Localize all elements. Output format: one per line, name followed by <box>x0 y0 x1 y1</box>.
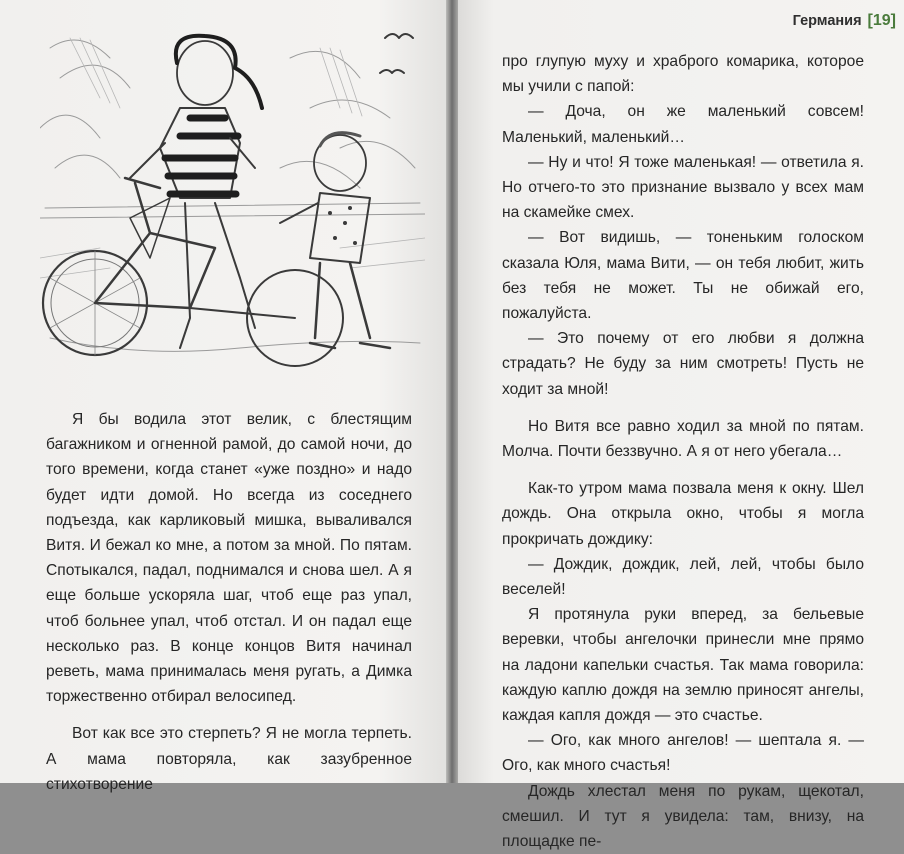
right-paragraph-1: про глупую муху и храброго комарика, которое мы учили с папой: <box>502 53 864 96</box>
running-head <box>793 12 896 30</box>
left-page-text <box>46 407 412 797</box>
right-paragraph-3: — Ну и что! Я тоже маленькая! — ответила я. Но отчего-то это признание вызвало у всех мам на скамейке смех. <box>502 153 864 222</box>
right-paragraph-10: — Ого, как много ангелов! — шептала я. — Ого, как много счастья! <box>502 732 864 775</box>
left-page <box>0 0 446 793</box>
left-paragraph-1: Я бы водила этот велик, с блестящим багажником и огненной рамой, до самой ночи, до того времени, когда станет «уже поздно» и надо будет идти домой. Но всегда из соседнего подъезда, как карликовый мишка, вываливался Витя. И бежал ко мне, а потом за мной. По пятам. Спотыкался, падал, поднимался и снова шел. А я еще больше ускоряла шаг, чтоб еще раз упал, чтоб больнее упал, чтоб отстал. И он падал еще несколько раз. В конце концов Витя начинал реветь, мама принималась меня ругать, а Димка торжественно отбирал велосипед. <box>46 411 412 706</box>
right-paragraph-2: — Доча, он же маленький совсем! Маленький, маленький… <box>502 103 864 146</box>
section-title: Германия <box>792 13 862 29</box>
right-paragraph-11: Дождь хлестал меня по рукам, щекотал, смешил. И тут я увидела: там, внизу, на площадке пе- <box>502 782 864 851</box>
left-paragraph-2: Вот как все это стерпеть? Я не могла терпеть. А мама повторяла, как зазубренное стихотворение <box>46 725 412 793</box>
book-gutter <box>446 0 458 783</box>
right-paragraph-8: — Дождик, дождик, лей, лей, чтобы было веселей! <box>502 555 864 599</box>
right-paragraph-9: Я протянула руки вперед, за бельевые веревки, чтобы ангелочки принесли мне прямо на ладони капельки счастья. Так мама говорила: каждую каплю дождя на землю приносят ангелы, каждая капля дождя — это счастье. <box>502 606 864 725</box>
girl-boy-bicycle-illustration-icon <box>40 18 425 378</box>
page-number: [19] <box>867 12 896 29</box>
right-paragraph-6: Но Витя все равно ходил за мной по пятам. Молча. Почти беззвучно. А я от него убегала… <box>502 417 864 461</box>
right-paragraph-7: Как-то утром мама позвала меня к окну. Шел дождь. Она открыла окно, чтобы я могла прокричать дождику: <box>502 480 864 548</box>
right-page-text <box>502 49 864 854</box>
right-page <box>458 0 904 851</box>
right-paragraph-4: — Вот видишь, — тоненьким голоском сказала Юля, мама Вити, — он тебя любит, жить без тебя не может. Ты не обижай его, пожалуйста. <box>502 229 864 323</box>
right-paragraph-5: — Это почему от его любви я должна страдать? Не буду за ним смотреть! Пусть не ходит за мной! <box>502 330 864 398</box>
